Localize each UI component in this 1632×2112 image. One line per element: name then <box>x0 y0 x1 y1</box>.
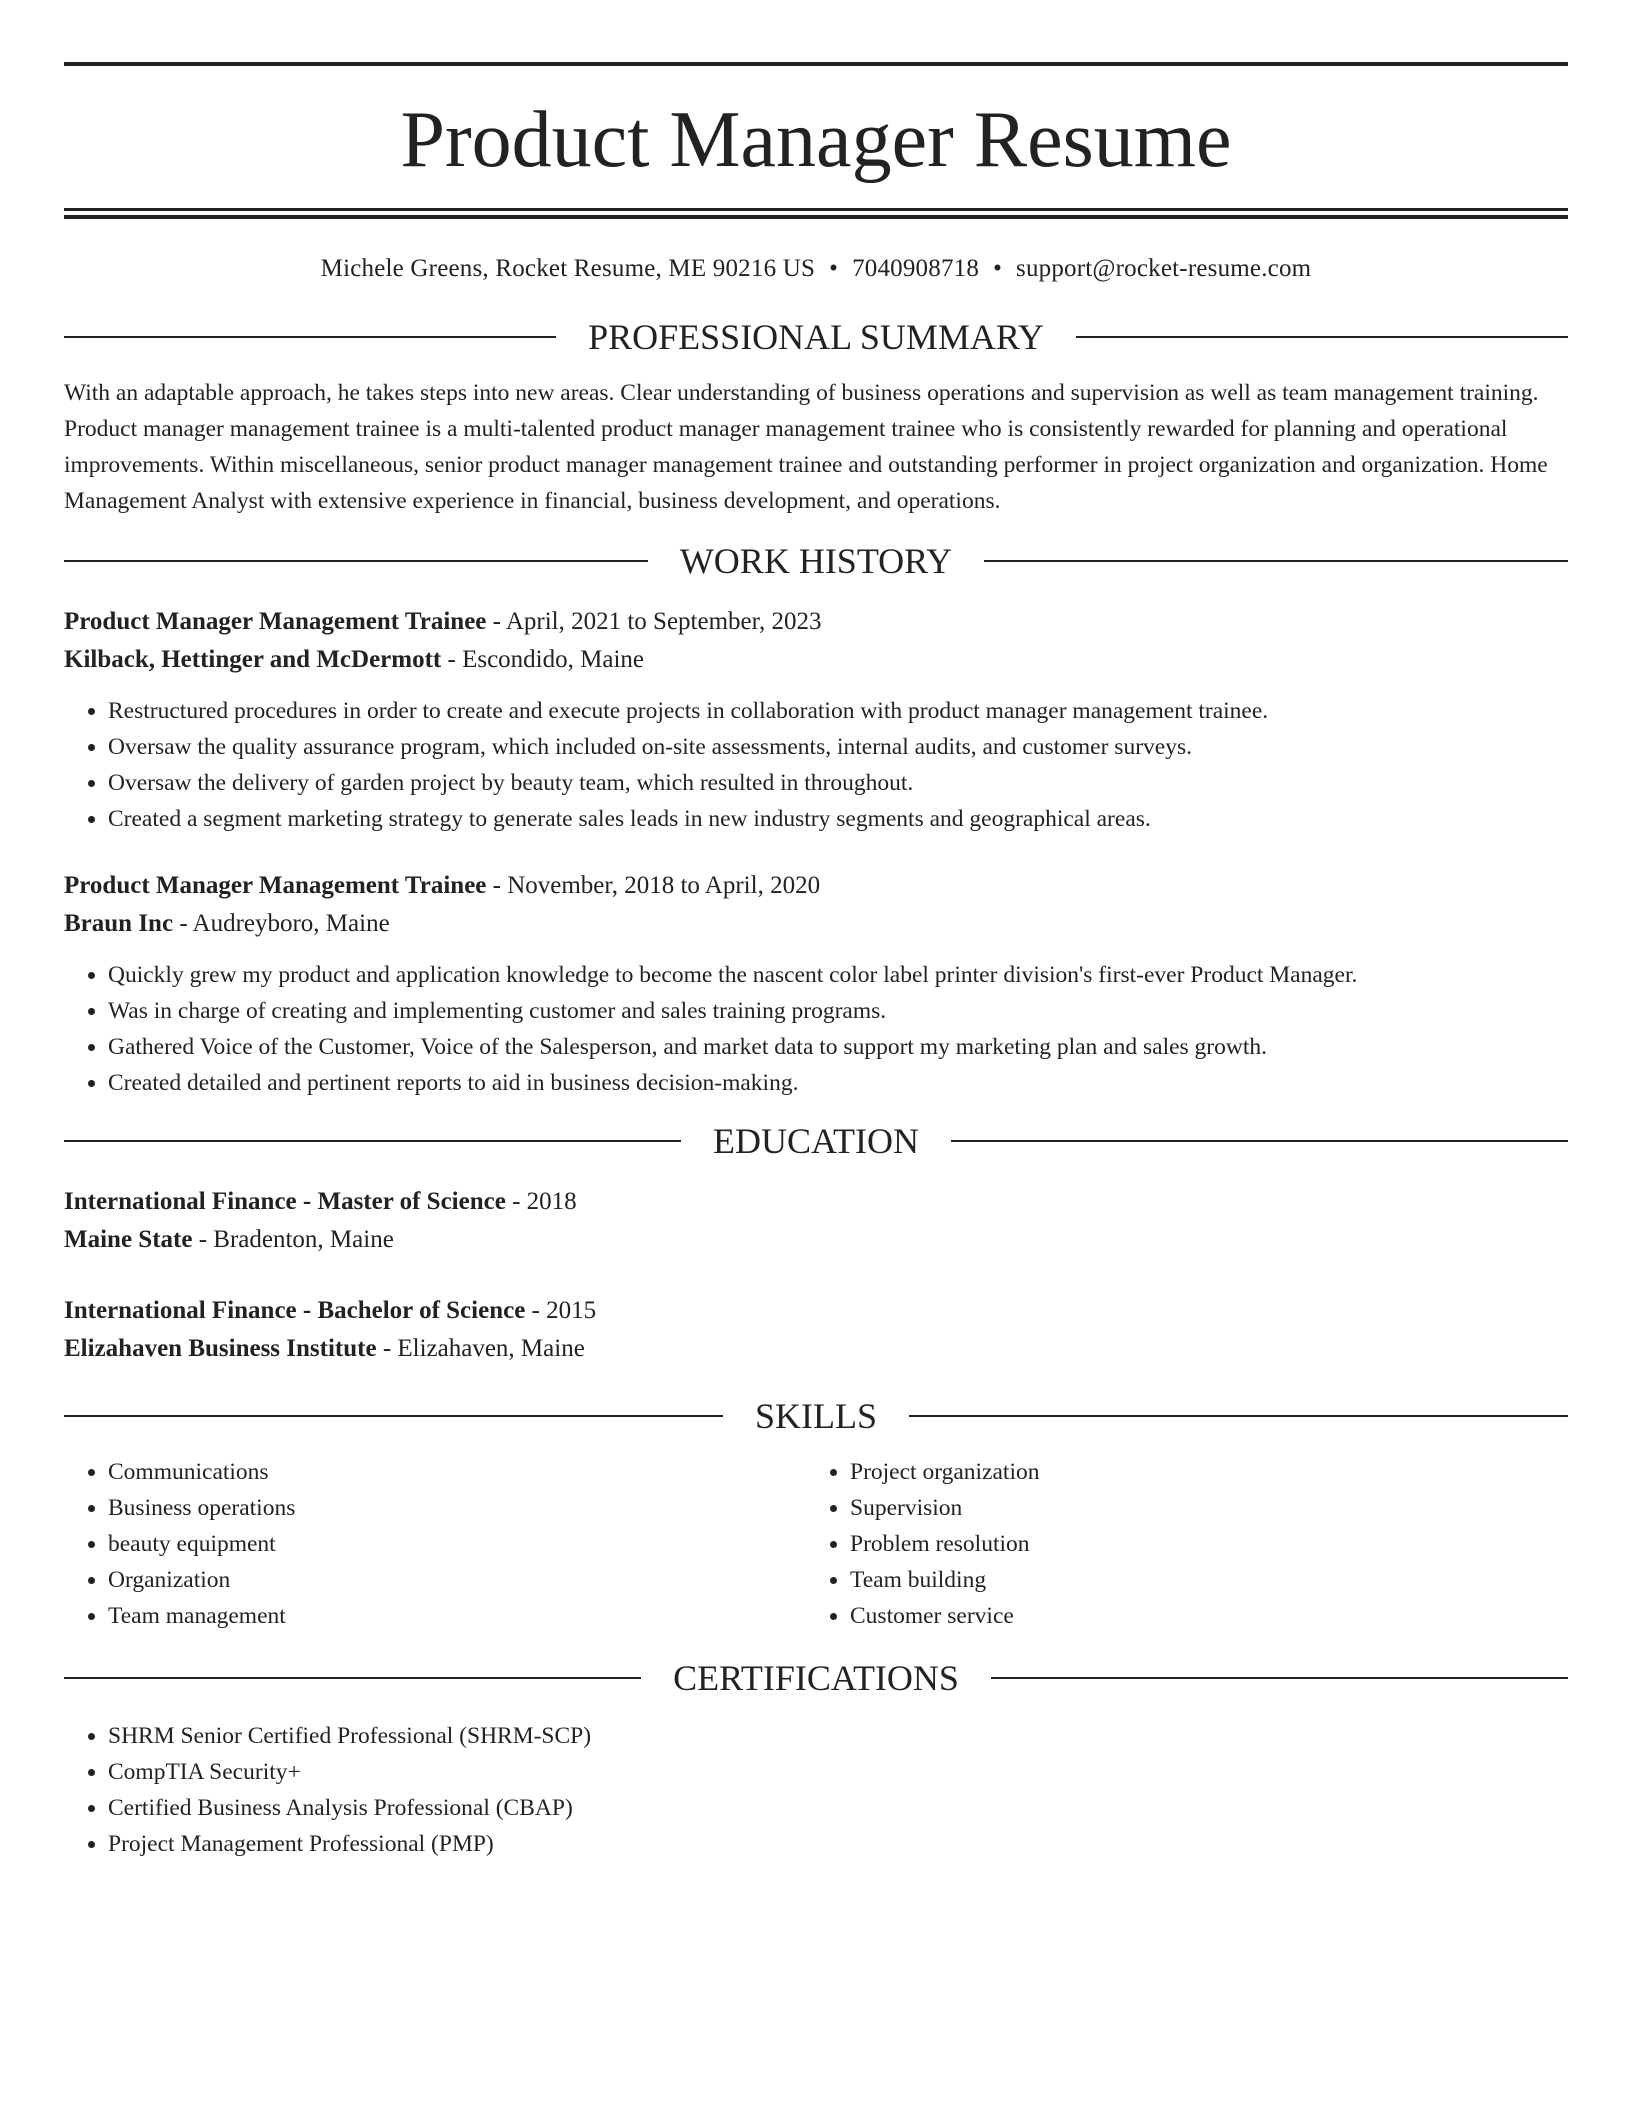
contact-separator: • <box>829 255 839 282</box>
education-year: - 2018 <box>505 1188 577 1215</box>
section-title: EDUCATION <box>713 1121 919 1161</box>
list-item: • SHRM Senior Certified Professional (SHRM-SCP) <box>108 1718 1568 1754</box>
summary-text: With an adaptable approach, he takes steps into new areas. Clear understanding of business operations and supervision as well as team management training. Product manager management trainee is a multi-talented product manager management trainee who is consistently rewarded for planning and operational improvements. Within miscellaneous, senior product manager management trainee and outstanding performer in project organization and organization. Home Management Analyst with extensive experience in financial, business development, and operations. <box>64 380 1548 514</box>
job-title: Product Manager Management Trainee <box>64 872 487 899</box>
section-title: PROFESSIONAL SUMMARY <box>588 317 1044 357</box>
top-rule <box>64 62 1568 66</box>
job-dates: - November, 2018 to April, 2020 <box>486 872 821 899</box>
list-item: • Project Management Professional (PMP) <box>108 1826 1568 1862</box>
list-item: • CompTIA Security+ <box>108 1754 1568 1790</box>
list-item: • Customer service <box>850 1598 1548 1634</box>
section-title: CERTIFICATIONS <box>673 1658 959 1698</box>
certifications-list <box>64 1718 1568 1862</box>
list-item: • Restructured procedures in order to create and execute projects in collaboration with product manager management trainee. <box>108 693 1568 729</box>
job-company-line <box>64 641 1568 679</box>
heading-rule <box>64 336 556 338</box>
heading-rule <box>984 560 1568 562</box>
section-heading-work-history <box>64 543 1568 579</box>
job-bullets <box>64 957 1568 1101</box>
education-school: Elizahaven Business Institute <box>64 1335 377 1362</box>
heading-rule <box>1076 336 1568 338</box>
list-item: • beauty equipment <box>108 1526 806 1562</box>
heading-rule <box>64 1415 723 1417</box>
contact-separator: • <box>993 255 1003 282</box>
heading-rule <box>909 1415 1568 1417</box>
contact-email: support@rocket-resume.com <box>1016 255 1312 282</box>
education-location: - Elizahaven, Maine <box>376 1335 585 1362</box>
skills-right-list <box>806 1454 1548 1634</box>
education-school-line <box>64 1330 1568 1368</box>
list-item: • Team management <box>108 1598 806 1634</box>
job-entry <box>64 867 1568 943</box>
heading-rule <box>64 560 648 562</box>
list-item: • Business operations <box>108 1490 806 1526</box>
job-company-line <box>64 905 1568 943</box>
list-item: • Gathered Voice of the Customer, Voice of the Salesperson, and market data to support my marketing plan and sales growth. <box>108 1029 1568 1065</box>
job-title-line <box>64 867 1568 905</box>
education-degree: International Finance - Master of Science <box>64 1188 506 1215</box>
job-location: - Escondido, Maine <box>441 646 644 673</box>
heading-rule <box>64 1677 641 1679</box>
education-school-line <box>64 1221 1568 1259</box>
job-company: Braun Inc <box>64 910 174 937</box>
list-item: • Certified Business Analysis Professional (CBAP) <box>108 1790 1568 1826</box>
list-item: • Oversaw the quality assurance program, which included on-site assessments, internal audits, and customer surveys. <box>108 729 1568 765</box>
job-title-line <box>64 603 1568 641</box>
education-degree-line <box>64 1292 1568 1330</box>
list-item: • Was in charge of creating and implementing customer and sales training programs. <box>108 993 1568 1029</box>
list-item: • Organization <box>108 1562 806 1598</box>
education-school: Maine State <box>64 1226 193 1253</box>
section-title: WORK HISTORY <box>679 541 953 581</box>
education-entry <box>64 1292 1568 1368</box>
job-location: - Audreyboro, Maine <box>173 910 390 937</box>
heading-rule <box>64 1140 681 1142</box>
section-heading-summary <box>64 319 1568 355</box>
contact-phone: 7040908718 <box>852 255 980 282</box>
contact-line <box>64 255 1568 283</box>
section-heading-education <box>64 1123 1568 1159</box>
heading-rule <box>991 1677 1568 1679</box>
heading-rule <box>951 1140 1568 1142</box>
page-title: Product Manager Resume <box>400 96 1232 184</box>
education-year: - 2015 <box>525 1297 597 1324</box>
list-item: • Communications <box>108 1454 806 1490</box>
skills-left-list <box>64 1454 806 1634</box>
job-company: Kilback, Hettinger and McDermott <box>64 646 442 673</box>
education-location: - Bradenton, Maine <box>192 1226 394 1253</box>
job-dates: - April, 2021 to September, 2023 <box>486 608 822 635</box>
list-item: • Quickly grew my product and application knowledge to become the nascent color label printer division's first-ever Product Manager. <box>108 957 1568 993</box>
list-item: • Oversaw the delivery of garden project by beauty team, which resulted in throughout. <box>108 765 1568 801</box>
list-item: • Problem resolution <box>850 1526 1548 1562</box>
job-bullets <box>64 693 1568 837</box>
list-item: • Created detailed and pertinent reports to aid in business decision-making. <box>108 1065 1568 1101</box>
education-degree-line <box>64 1183 1568 1221</box>
job-entry <box>64 603 1568 679</box>
contact-address: Michele Greens, Rocket Resume, ME 90216 US <box>320 255 816 282</box>
education-entry <box>64 1183 1568 1259</box>
job-title: Product Manager Management Trainee <box>64 608 487 635</box>
list-item: • Created a segment marketing strategy to generate sales leads in new industry segments and geographical areas. <box>108 801 1568 837</box>
list-item: • Team building <box>850 1562 1548 1598</box>
list-item: • Project organization <box>850 1454 1548 1490</box>
skills-columns <box>64 1454 1568 1634</box>
list-item: • Supervision <box>850 1490 1548 1526</box>
title-double-rule <box>64 208 1568 219</box>
education-degree: International Finance - Bachelor of Science <box>64 1297 526 1324</box>
section-heading-certifications <box>64 1660 1568 1696</box>
section-title: SKILLS <box>755 1396 878 1436</box>
section-heading-skills <box>64 1398 1568 1434</box>
